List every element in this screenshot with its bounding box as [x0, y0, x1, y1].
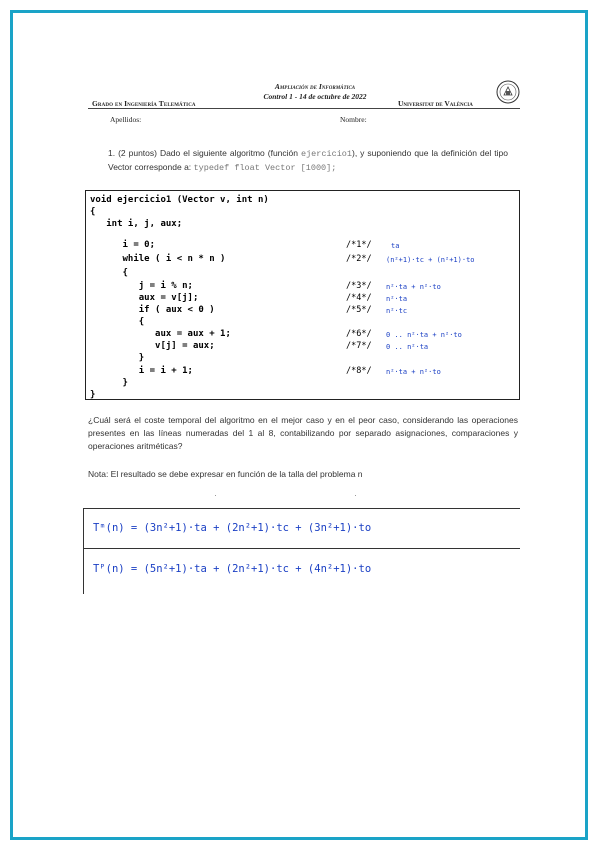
code-line: aux = aux + 1; — [90, 329, 231, 339]
code-line: v[j] = aux; — [90, 341, 215, 351]
line-comment: /*4*/ — [346, 293, 372, 303]
code-line: } — [90, 390, 96, 400]
header-exam-subtitle: Control 1 - 14 de octubre de 2022 — [263, 92, 367, 101]
header-course-title: Ampliación de Informática — [274, 82, 356, 91]
cost-annotation: (n²+1)·tc + (n²+1)·to — [386, 256, 475, 264]
code-line: i = i + 1; — [90, 366, 193, 376]
note-text: Nota: El resultado se debe expresar en función de la talla del problema n — [88, 469, 363, 479]
answer-rule-left — [83, 508, 84, 594]
code-line: int i, j, aux; — [90, 219, 183, 229]
line-comment: /*3*/ — [346, 281, 372, 291]
worst-case-formula: Tᴾ(n) = (5n²+1)·ta + (2n²+1)·tc + (4n²+1)·to — [93, 563, 372, 575]
line-comment: /*1*/ — [346, 240, 372, 250]
code-line: i = 0; — [90, 240, 156, 250]
answer-box — [83, 508, 520, 590]
cost-annotation: n²·ta — [386, 295, 408, 303]
code-line: while ( i < n * n ) — [90, 254, 226, 264]
nombre-label: Nombre: — [340, 115, 367, 124]
line-comment: /*8*/ — [346, 366, 372, 376]
code-line: aux = v[j]; — [90, 293, 199, 303]
cost-annotation: n²·tc — [386, 307, 408, 315]
typedef-code: typedef float Vector [1000]; — [193, 163, 337, 173]
cost-annotation: n²·ta + n²·to — [386, 283, 441, 291]
question-paragraph: ¿Cuál será el coste temporal del algoritmo en el mejor caso y en el peor caso, considerando las operaciones presentes en las líneas numeradas del 1 al 8, contabilizando por separado asignaciones, comparaciones y operaciones aritméticas? — [88, 415, 518, 451]
scan-dot — [355, 495, 356, 496]
code-line: j = i % n; — [90, 281, 193, 291]
header-university: Universitat de València — [398, 99, 473, 108]
code-line: { — [90, 317, 145, 327]
cost-annotation: 0 .. n²·ta — [386, 343, 429, 351]
cost-annotation: ta — [391, 242, 400, 250]
line-comment: /*5*/ — [346, 305, 372, 315]
cost-annotation: n²·ta + n²·to — [386, 368, 441, 376]
university-seal-icon — [496, 80, 520, 104]
answer-rule-top — [83, 508, 520, 509]
question-number: 1. — [108, 148, 116, 158]
answer-rule-middle — [83, 548, 520, 549]
function-name: ejercicio1 — [300, 149, 352, 159]
code-line: if ( aux < 0 ) — [90, 305, 215, 315]
code-line: } — [90, 378, 128, 388]
line-comment: /*6*/ — [346, 329, 372, 339]
best-case-formula: Tᵐ(n) = (3n²+1)·ta + (2n²+1)·tc + (3n²+1)·to — [93, 522, 372, 534]
code-line: { — [90, 268, 128, 278]
header-rule — [88, 108, 520, 109]
header-center — [240, 82, 390, 102]
code-line: } — [90, 353, 145, 363]
header-degree: Grado en Ingeniería Telemática — [92, 99, 196, 108]
question-text-a: (2 puntos) Dado el siguiente algoritmo (función — [118, 148, 301, 158]
code-line: void ejercicio1 (Vector v, int n) — [90, 195, 269, 205]
apellidos-label: Apellidos: — [110, 115, 142, 124]
question-text-b: ), y suponiendo que la definición del tipo Vector corresponde a: — [108, 148, 508, 172]
line-comment: /*2*/ — [346, 254, 372, 264]
question-1 — [108, 147, 508, 175]
cost-annotation: 0 .. n²·ta + n²·to — [386, 331, 462, 339]
line-comment: /*7*/ — [346, 341, 372, 351]
code-line: { — [90, 207, 96, 217]
scan-dot — [215, 495, 216, 496]
code-box — [85, 190, 520, 400]
